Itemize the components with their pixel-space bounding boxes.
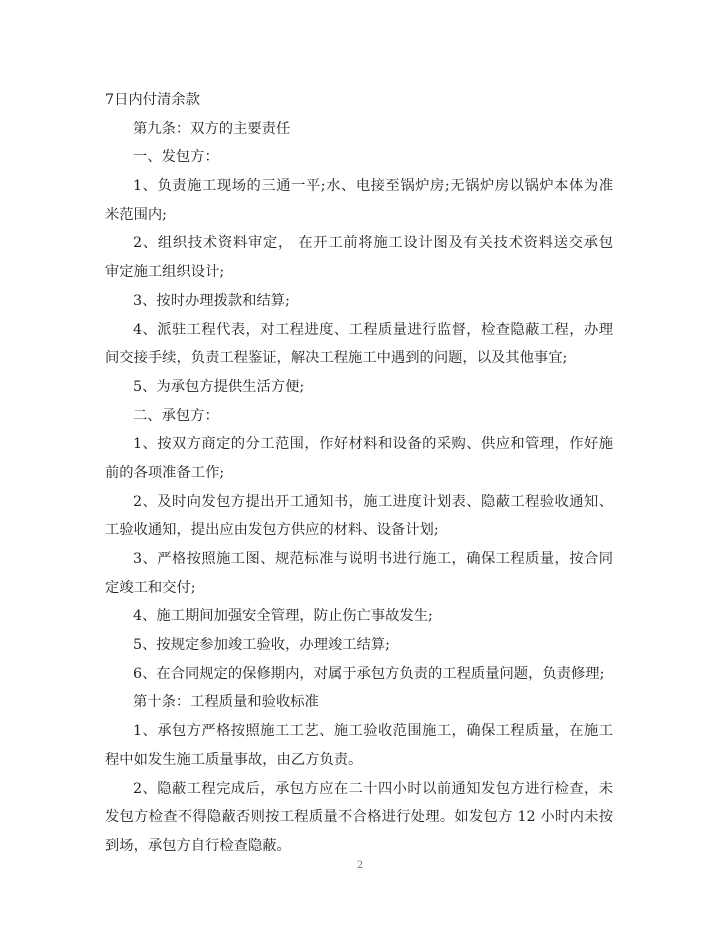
text-line: 发包方检查不得隐蔽否则按工程质量不合格进行处理。如发包方 12 小时内未按 — [105, 809, 613, 826]
text-line: 前的各项准备工作; — [105, 464, 225, 481]
text-line: 定竣工和交付; — [105, 579, 196, 596]
text-line: 1、按双方商定的分工范围，作好材料和设备的采购、供应和管理，作好施 — [133, 436, 613, 453]
document-body — [105, 86, 613, 861]
text-line: 3、按时办理拨款和结算; — [133, 292, 290, 309]
text-line: 二、承包方： — [133, 407, 219, 424]
text-line: 米范围内; — [105, 206, 168, 223]
text-line: 2、组织技术资料审定， 在开工前将施工设计图及有关技术资料送交承包 — [133, 235, 613, 252]
text-line: 3、严格按照施工图、规范标准与说明书进行施工，确保工程质量，按合同 — [133, 551, 613, 567]
text-line: 间交接手续，负责工程鉴证，解决工程施工中遇到的问题，以及其他事宜; — [105, 350, 568, 367]
text-line: 一、发包方： — [133, 149, 219, 166]
page-number: 2 — [356, 860, 364, 871]
text-line: 到场，承包方自行检查隐蔽。 — [105, 837, 291, 854]
text-line: 4、派驻工程代表，对工程进度、工程质量进行监督，检查隐蔽工程，办理 — [133, 321, 613, 338]
text-line: 5、为承包方提供生活方便; — [133, 378, 305, 395]
text-line: 程中如发生施工质量事故，由乙方负责。 — [105, 751, 363, 768]
text-line: 7日内付清余款 — [105, 92, 200, 108]
text-line: 第十条：工程质量和验收标准 — [133, 694, 319, 711]
text-line: 工验收通知，提出应由发包方供应的材料、设备计划; — [105, 522, 439, 539]
text-line: 1、承包方严格按照施工工艺、施工验收范围施工，确保工程质量，在施工 — [133, 723, 613, 740]
text-line: 审定施工组织设计; — [105, 264, 225, 281]
text-line: 2、及时向发包方提出开工通知书，施工进度计划表、隐蔽工程验收通知、 — [133, 493, 613, 510]
text-line: 4、施工期间加强安全管理，防止伤亡事故发生; — [133, 608, 433, 625]
text-line: 5、按规定参加竣工验收，办理竣工结算; — [133, 637, 390, 654]
text-line: 1、负责施工现场的三通一平;水、电接至锅炉房;无锅炉房以锅炉本体为准 — [133, 178, 613, 195]
text-line: 6、在合同规定的保修期内，对属于承包方负责的工程质量问题，负责修理; — [133, 665, 605, 682]
text-line: 2、隐蔽工程完成后，承包方应在二十四小时以前通知发包方进行检查，未 — [133, 780, 613, 797]
text-line: 第九条：双方的主要责任 — [133, 120, 291, 137]
